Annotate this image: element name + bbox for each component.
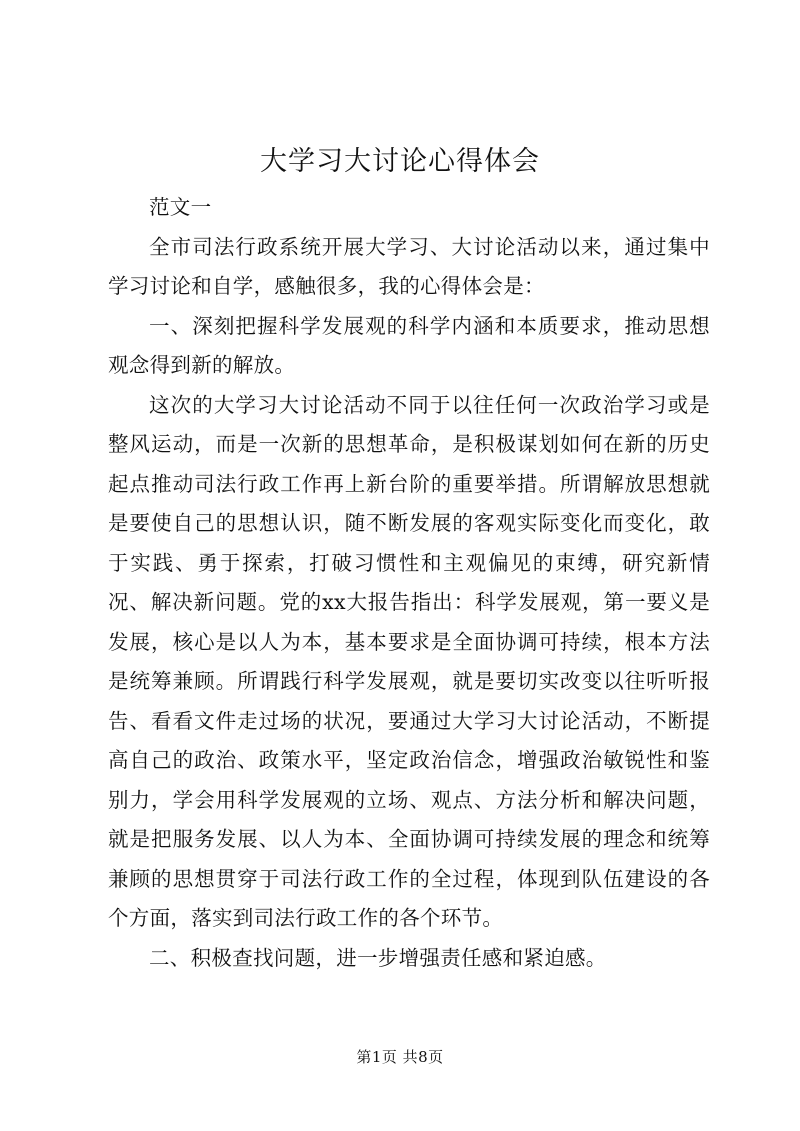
section-label: 范文一 [149,195,212,219]
page-footer: 第1页 共8页 [356,1048,444,1066]
paragraph-point-one-heading: 一、深刻把握科学发展观的科学内涵和本质要求，推动思想观念得到新的解放。 [108,313,710,377]
paragraph-point-one-body: 这次的大学习大讨论活动不同于以往任何一次政治学习或是整风运动，而是一次新的思想革命，是积极谋划如何在新的历史起点推动司法行政工作再上新台阶的重要举措。所谓解放思想就是要使自己的思想认识，随不断发展的客观实际变化而变化，敢于实践、勇于探索，打破习惯性和主观偏见的束缚，研究新情况、解决新问题。党的xx大报告指出：科学发展观，第一要义是发展，核心是以人为本，基本要求是全面协调可持续，根本方法是统筹兼顾。所谓践行科学发展观，就是要切实改变以往听听报告、看看文件走过场的状况，要通过大学习大讨论活动，不断提高自己的政治、政策水平，坚定政治信念，增强政治敏锐性和鉴别力，学会用科学发展观的立场、观点、方法分析和解决问题，就是把服务发展、以人为本、全面协调可持续发展的理念和统筹兼顾的思想贯穿于司法行政工作的全过程，体现到队伍建设的各个方面，落实到司法行政工作的各个环节。 [108,392,710,930]
document-body [108,188,710,978]
document-title: 大学习大讨论心得体会 [260,146,540,177]
paragraph-intro: 全市司法行政系统开展大学习、大讨论活动以来，通过集中学习讨论和自学，感触很多，我的心得体会是： [108,234,710,298]
paragraph-point-two-heading: 二、积极查找问题，进一步增强责任感和紧迫感。 [149,945,607,970]
